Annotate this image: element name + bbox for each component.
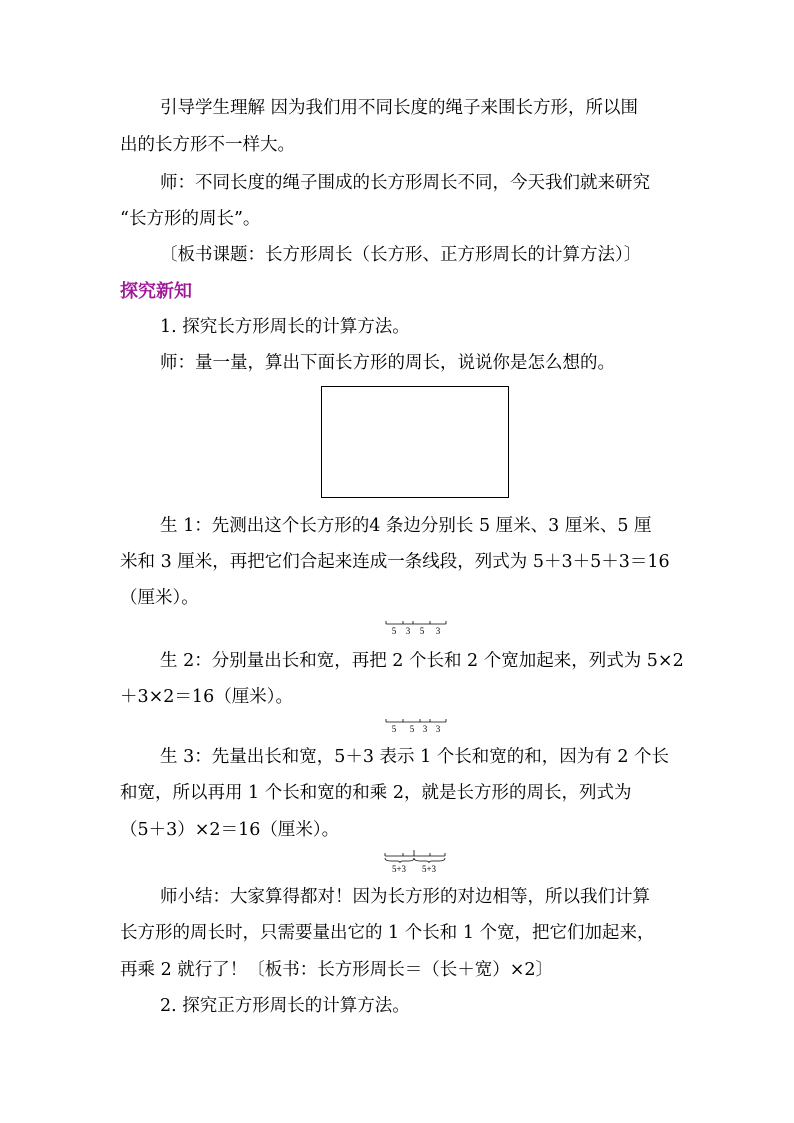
segment-label: 3 <box>435 724 441 734</box>
board-title-line: 〔板书课题：长方形周长（长方形、正方形周长的计算方法）〕 <box>160 245 642 265</box>
segment-label: 5+3 <box>421 864 437 874</box>
paragraph-line: 出的长方形不一样大。 <box>120 135 295 155</box>
paragraph-line: （厘米）。 <box>120 588 199 608</box>
paragraph-line: 引导学生理解 因为我们用不同长度的绳子来围长方形，所以围 <box>160 98 639 118</box>
paragraph-line: 和宽，所以再用 1 个长和宽的和乘 2，就是长方形的周长，列式为 <box>120 783 632 803</box>
paragraph-line: 生 1：先测出这个长方形的4 条边分别长 5 厘米、3 厘米、5 厘 <box>160 516 652 536</box>
paragraph-line: “长方形的周长”。 <box>120 209 261 229</box>
paragraph-line: 米和 3 厘米，再把它们合起来连成一条线段，列式为 5＋3＋5＋3＝16 <box>120 552 670 572</box>
rectangle-figure <box>321 386 509 498</box>
segment-diagram-3 <box>383 848 449 874</box>
paragraph-line: （5＋3）×2＝16（厘米）。 <box>120 820 340 840</box>
segment-label: 5+3 <box>391 864 407 874</box>
segment-label: 5 <box>391 626 397 636</box>
segment-diagram-1 <box>385 618 449 638</box>
paragraph-line: 1. 探究长方形周长的计算方法。 <box>160 317 410 337</box>
segment-label: 3 <box>435 626 441 636</box>
paragraph-line: 长方形的周长时，只需要量出它的 1 个长和 1 个宽，把它们加起来， <box>120 923 655 943</box>
segment-label: 3 <box>422 724 428 734</box>
paragraph-line: 师：量一量，算出下面长方形的周长，说说你是怎么想的。 <box>160 353 615 373</box>
segment-label: 5 <box>391 724 397 734</box>
paragraph-line: 生 3：先量出长和宽，5＋3 表示 1 个长和宽的和，因为有 2 个长 <box>160 747 670 767</box>
segment-diagram-2 <box>385 716 449 736</box>
segment-label: 3 <box>405 626 411 636</box>
segment-label: 5 <box>409 724 415 734</box>
paragraph-line: 生 2：分别量出长和宽，再把 2 个长和 2 个宽加起来，列式为 5×2 <box>160 651 684 671</box>
paragraph-line: 师小结：大家算得都对！因为长方形的对边相等，所以我们计算 <box>160 887 650 907</box>
paragraph-line: 再乘 2 就行了！〔板书：长方形周长＝（长＋宽）×2〕 <box>120 960 554 980</box>
segment-label: 5 <box>419 626 425 636</box>
paragraph-line: ＋3×2＝16（厘米）。 <box>120 687 293 707</box>
section-heading: 探究新知 <box>120 281 192 302</box>
paragraph-line: 师：不同长度的绳子围成的长方形周长不同，今天我们就来研究 <box>160 173 650 193</box>
paragraph-line: 2. 探究正方形周长的计算方法。 <box>160 996 410 1016</box>
